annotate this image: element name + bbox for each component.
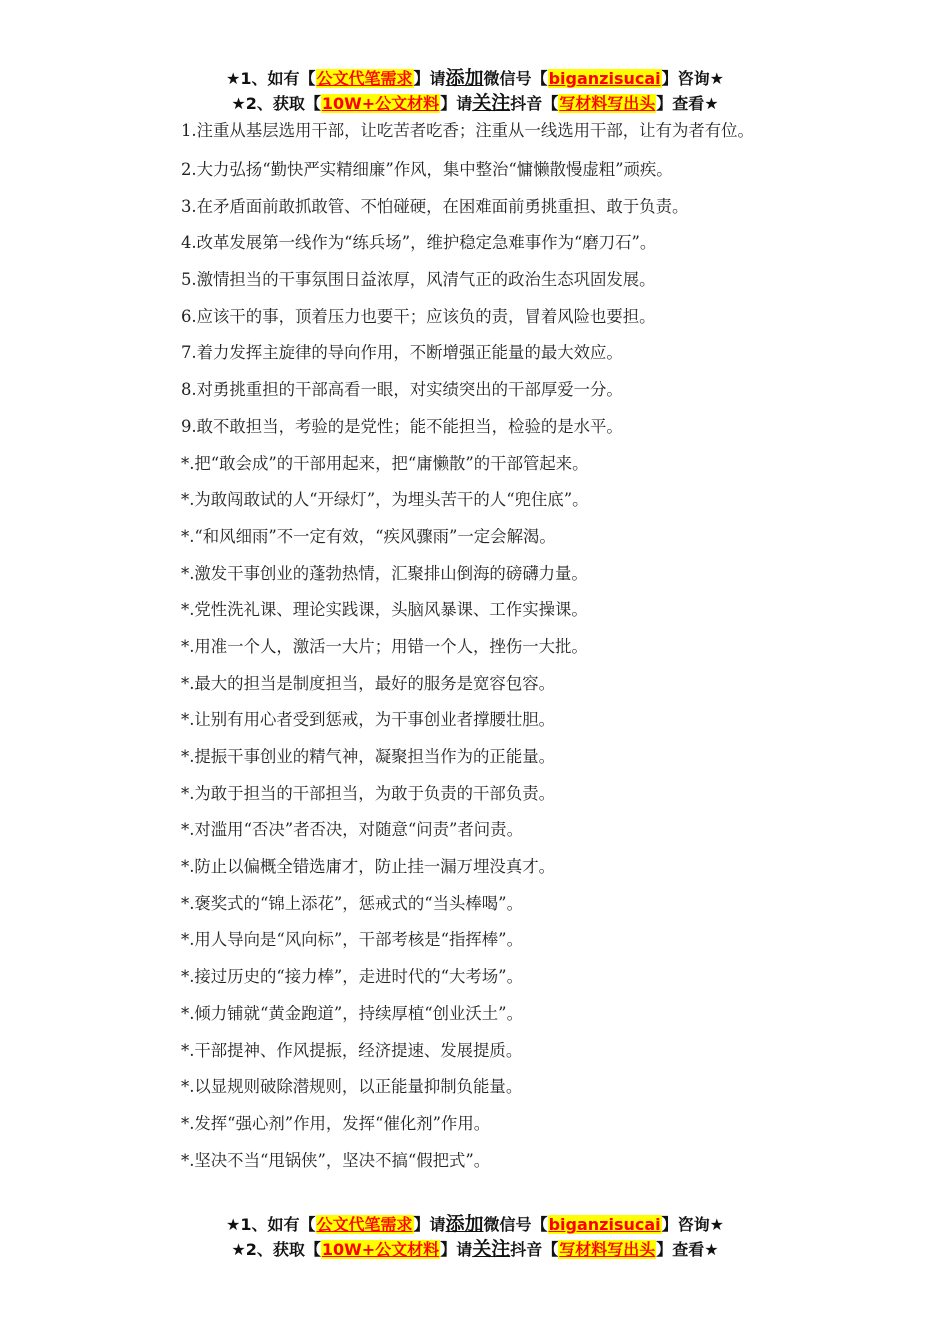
emphasis-text: 关注 [472, 92, 511, 114]
banner-text: 抖音【 [510, 94, 559, 113]
list-item: *.发挥“强心剂”作用，发挥“催化剂”作用。 [181, 1113, 491, 1133]
list-item: *.倾力铺就“黄金跑道”，持续厚植“创业沃土”。 [181, 1003, 523, 1023]
list-item: *.以显规则破除潜规则，以正能量抑制负能量。 [181, 1077, 523, 1097]
list-item: 8.对勇挑重担的干部高看一眼，对实绩突出的干部厚爱一分。 [181, 380, 623, 400]
list-item: *.褒奖式的“锦上添花”，惩戒式的“当头棒喝”。 [181, 893, 523, 913]
banner-text: 】请 [440, 94, 473, 113]
banner-text: ★1、如有【 [226, 1215, 316, 1234]
wechat-id-highlight: biganzisucai [548, 1215, 661, 1234]
banner-line-2 [0, 91, 950, 116]
list-item: 3.在矛盾面前敢抓敢管、不怕碰硬，在困难面前勇挑重担、敢于负责。 [181, 196, 689, 216]
highlight-text: 10W+公文材料 [321, 94, 440, 113]
emphasis-text: 添加 [445, 67, 484, 89]
banner-line-2 [0, 1237, 950, 1262]
list-item: *.接过历史的“接力棒”，走进时代的“大考场”。 [181, 967, 523, 987]
list-item: *.党性洗礼课、理论实践课，头脑风暴课、工作实操课。 [181, 600, 588, 620]
list-item: 5.激情担当的干事氛围日益浓厚，风清气正的政治生态巩固发展。 [181, 270, 656, 290]
list-item: *.把“敢会成”的干部用起来，把“庸懒散”的干部管起来。 [181, 453, 589, 473]
item-list [145, 118, 810, 1179]
banner-text: ★2、获取【 [231, 94, 321, 113]
list-item: *.坚决不当“甩锅侠”，坚决不搞“假把式”。 [181, 1150, 491, 1170]
douyin-id-highlight: 写材料写出头 [559, 1240, 656, 1259]
douyin-id-highlight: 写材料写出头 [559, 94, 656, 113]
wechat-id-highlight: biganzisucai [548, 69, 661, 88]
banner-text: 微信号【 [483, 1215, 548, 1234]
list-item: *.为敢闯敢试的人“开绿灯”，为埋头苦干的人“兜住底”。 [181, 490, 589, 510]
list-item: 6.应该干的事，顶着压力也要干；应该负的责，冒着风险也要担。 [181, 306, 656, 326]
banner-line-1 [0, 1212, 950, 1237]
banner-text: ★1、如有【 [226, 69, 316, 88]
banner-text: 】咨询★ [661, 69, 724, 88]
list-item: *.提振干事创业的精气神，凝聚担当作为的正能量。 [181, 747, 555, 766]
list-item: 2.大力弘扬“勤快严实精细廉”作风，集中整治“慵懒散慢虚粗”顽疾。 [181, 160, 673, 179]
banner-text: 】咨询★ [661, 1215, 724, 1234]
highlight-text: 公文代笔需求 [316, 69, 413, 88]
banner-text: 】查看★ [656, 94, 719, 113]
list-item: *.用准一个人，激活一大片；用错一个人，挫伤一大批。 [181, 636, 588, 656]
list-item: *.防止以偏概全错选庸才，防止挂一漏万埋没真才。 [181, 857, 555, 877]
highlight-text: 10W+公文材料 [321, 1240, 440, 1259]
list-item: 9.敢不敢担当，考验的是党性；能不能担当，检验的是水平。 [181, 416, 623, 436]
list-item: *.对滥用“否决”者否决，对随意“问责”者问责。 [181, 820, 523, 840]
banner-text: 抖音【 [510, 1240, 559, 1259]
emphasis-text: 关注 [472, 1238, 511, 1260]
banner-text: ★2、获取【 [231, 1240, 321, 1259]
banner-text: 】请 [413, 1215, 446, 1234]
list-item: *.激发干事创业的蓬勃热情，汇聚排山倒海的磅礴力量。 [181, 563, 588, 583]
list-item: *.为敢于担当的干部担当，为敢于负责的干部负责。 [181, 783, 555, 803]
banner-text: 】查看★ [656, 1240, 719, 1259]
list-item: *.最大的担当是制度担当，最好的服务是宽容包容。 [181, 673, 555, 693]
top-banner [0, 66, 950, 116]
bottom-banner [0, 1212, 950, 1262]
banner-text: 】请 [413, 69, 446, 88]
emphasis-text: 添加 [445, 1213, 484, 1235]
list-item: *.干部提神、作风提振，经济提速、发展提质。 [181, 1040, 523, 1060]
banner-text: 】请 [440, 1240, 473, 1259]
banner-text: 微信号【 [483, 69, 548, 88]
list-item: *.“和风细雨”不一定有效，“疾风骤雨”一定会解渴。 [181, 526, 556, 546]
list-item: *.让别有用心者受到惩戒，为干事创业者撑腰壮胆。 [181, 710, 555, 730]
list-item: 7.着力发挥主旋律的导向作用，不断增强正能量的最大效应。 [181, 343, 623, 363]
banner-line-1 [0, 66, 950, 91]
highlight-text: 公文代笔需求 [316, 1215, 413, 1234]
list-item: *.用人导向是“风向标”，干部考核是“指挥棒”。 [181, 930, 523, 950]
list-item: 4.改革发展第一线作为“练兵场”，维护稳定急难事作为“磨刀石”。 [181, 233, 657, 253]
list-item: 1.注重从基层选用干部，让吃苦者吃香；注重从一线选用干部，让有为者有位。 [181, 121, 754, 140]
